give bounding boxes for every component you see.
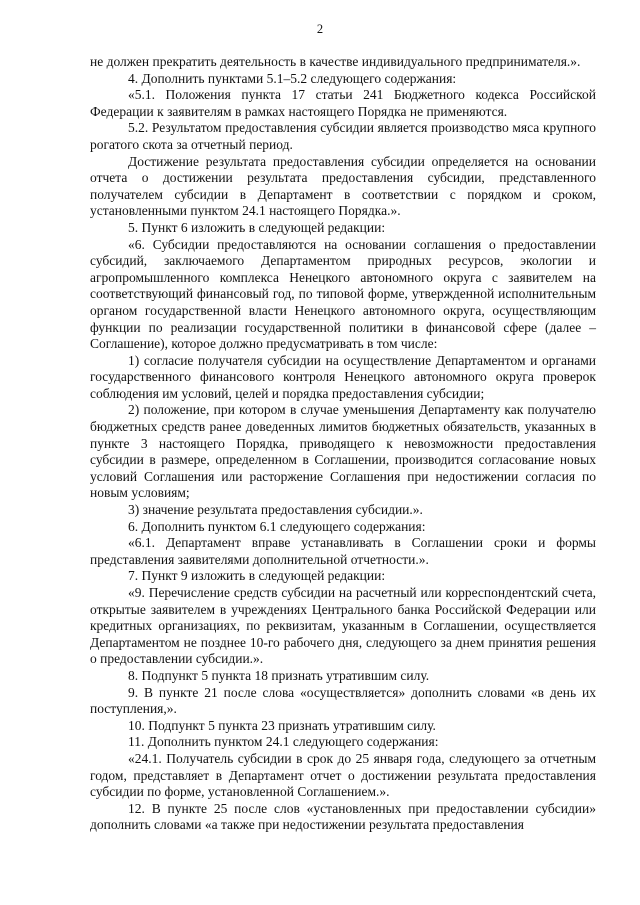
paragraph: «6. Субсидии предоставляются на основании соглашения о предоставлении субсидий, заключаемого Департаментом природных ресурсов, экологии и агропромышленного комплекса Ненецкого автономного округа с заявителем на соответствующий финансовый год, по типовой форме, утвержденной исполнительным органом государственной власти Ненецкого автономного округа, осуществляющим функции по реализации государственной политики в финансовой сфере (далее – Соглашение), которое должно предусматривать в том числе: xyxy=(90,236,596,352)
paragraph: 5. Пункт 6 изложить в следующей редакции: xyxy=(128,219,386,235)
page-number: 2 xyxy=(316,22,324,36)
paragraph: 2) положение, при котором в случае уменьшения Департаменту как получателю бюджетных средств ранее доведенных лимитов бюджетных обязательств, указанных в пункте 3 настоящего Порядка, приводящего к невозможности предоставления субсидии в размере, определенном в Соглашении, производится согласование новых условий Соглашения или расторжение Соглашения при недостижении согласия по новым условиям; xyxy=(90,402,596,501)
paragraph: «9. Перечисление средств субсидии на расчетный или корреспондентский счета, открытые заявителем в учреждениях Центрального банка Российской Федерации или кредитных организациях, по реквизитам, указанным в Соглашении, осуществляется Департаментом не позднее 10-го рабочего дня, следующего за днем принятия решения о предоставлении субсидии.». xyxy=(90,585,596,667)
paragraph: не должен прекратить деятельность в качестве индивидуального предпринимателя.». xyxy=(90,54,581,69)
paragraph: 11. Дополнить пунктом 24.1 следующего содержания: xyxy=(128,734,439,750)
paragraph: 4. Дополнить пунктами 5.1–5.2 следующего содержания: xyxy=(128,70,457,86)
paragraph: «5.1. Положения пункта 17 статьи 241 Бюджетного кодекса Российской Федерации к заявителям в рамках настоящего Порядка не применяются. xyxy=(90,87,596,119)
document-body xyxy=(90,54,596,834)
paragraph: 7. Пункт 9 изложить в следующей редакции: xyxy=(128,568,386,584)
paragraph: 12. В пункте 25 после слов «установленных при предоставлении субсидии» дополнить словами «а также при недостижении результата предоставления xyxy=(90,800,596,833)
paragraph: 9. В пункте 21 после слова «осуществляется» дополнить словами «в день их поступления,». xyxy=(90,684,596,717)
paragraph: Достижение результата предоставления субсидии определяется на основании отчета о достижении результата предоставления субсидии, представленного получателем субсидии в Департамент в соответствии с порядком и сроком, установленными пунктом 24.1 настоящего Порядка.». xyxy=(90,153,596,219)
paragraph: 5.2. Результатом предоставления субсидии является производство мяса крупного рогатого скота за отчетный период. xyxy=(90,120,596,152)
paragraph: 10. Подпункт 5 пункта 23 признать утратившим силу. xyxy=(128,717,436,733)
paragraph: 1) согласие получателя субсидии на осуществление Департаментом и органами государственного финансового контроля Ненецкого автономного округа проверок соблюдения им условий, целей и порядка предоставления субсидии; xyxy=(90,352,596,401)
paragraph: «6.1. Департамент вправе устанавливать в Соглашении сроки и формы представления заявителями дополнительной отчетности.». xyxy=(90,535,596,567)
paragraph: 3) значение результата предоставления субсидии.». xyxy=(128,502,423,518)
paragraph: 8. Подпункт 5 пункта 18 признать утратившим силу. xyxy=(128,667,430,683)
paragraph: «24.1. Получатель субсидии в срок до 25 января года, следующего за отчетным годом, представляет в Департамент отчет о достижении результата предоставления субсидии по форме, установленной Соглашением.». xyxy=(90,750,596,800)
paragraph: 6. Дополнить пунктом 6.1 следующего содержания: xyxy=(128,518,426,534)
